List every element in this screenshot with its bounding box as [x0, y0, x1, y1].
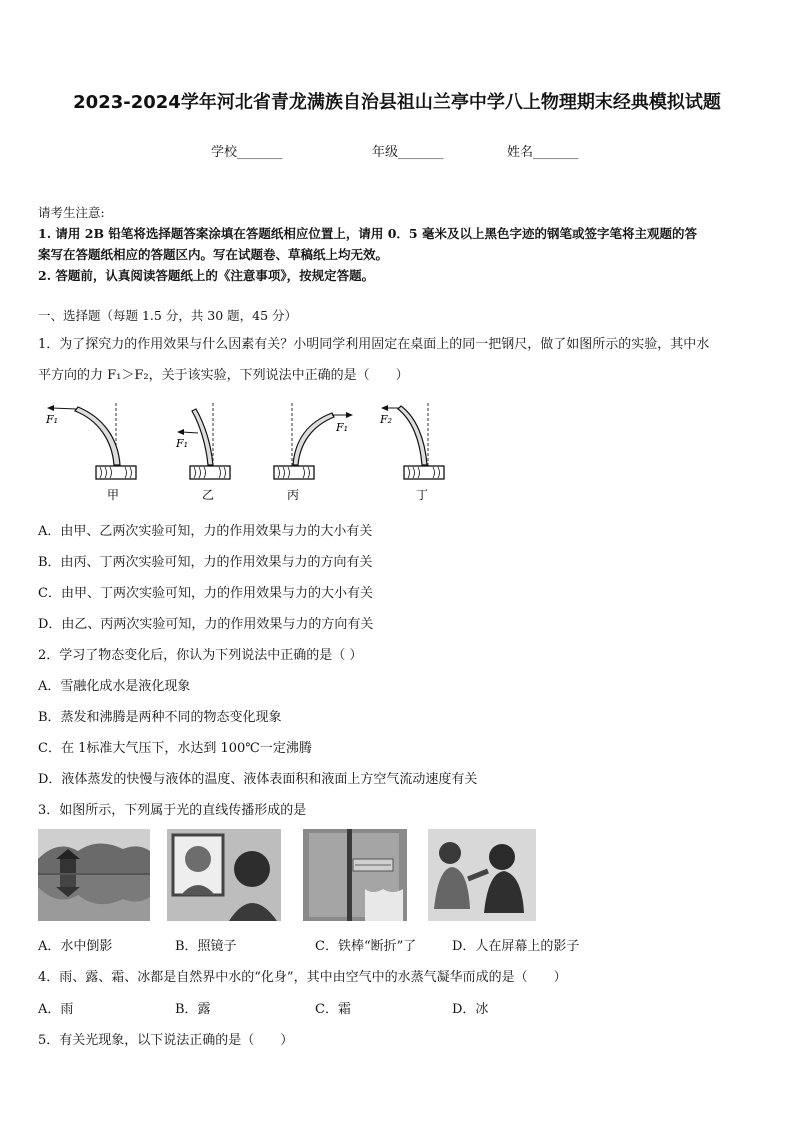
name-field[interactable]: 姓名_______: [507, 145, 579, 160]
exam-title: 2023-2024学年河北省青龙满族自治县祖山兰亭中学八上物理期末经典模拟试题: [73, 92, 721, 113]
q4-option-d[interactable]: D．冰: [452, 1002, 489, 1017]
q1-option-d[interactable]: D．由乙、丙两次实验可知，力的作用效果与力的方向有关: [38, 617, 374, 632]
force-label-yi: F₁: [176, 437, 189, 450]
ruler-diagram-yi: [175, 403, 230, 502]
q2-option-c[interactable]: C．在 1标准大气压下，水达到 100℃一定沸腾: [38, 741, 312, 756]
q1-option-b[interactable]: B．由丙、丁两次实验可知，力的作用效果与力的方向有关: [38, 555, 373, 570]
figure-label-jia: 甲: [106, 488, 120, 502]
ruler-diagram-jia: [45, 403, 136, 502]
q4-option-b[interactable]: B．露: [175, 1002, 211, 1017]
q5-stem: 5．有关光现象，以下说法正确的是（ ）: [38, 1033, 294, 1048]
photo-mirror: [167, 829, 281, 921]
q1-option-c[interactable]: C．由甲、丁两次实验可知，力的作用效果与力的大小有关: [38, 586, 373, 601]
notice-heading: 请考生注意:: [38, 205, 105, 220]
school-field[interactable]: 学校_______: [211, 145, 283, 160]
q4-option-c[interactable]: C．霜: [315, 1002, 351, 1017]
notice-line-1b: 案写在答题纸相应的答题区内。写在试题卷、草稿纸上均无效。: [38, 247, 389, 262]
photo-bent-rod: [303, 829, 407, 921]
q3-option-c[interactable]: C．铁棒“断折”了: [315, 939, 417, 954]
force-label-jia: F₁: [46, 413, 59, 426]
q1-stem-line-2: 平方向的力 F₁＞F₂，关于该实验，下列说法中正确的是（ ）: [38, 368, 409, 383]
figure-label-yi: 乙: [201, 488, 215, 502]
q1-stem-line-1: 1．为了探究力的作用效果与什么因素有关？小明同学利用固定在桌面上的同一把钢尺，做了如图所示的实验，其中水: [38, 337, 710, 352]
q2-option-b[interactable]: B．蒸发和沸腾是两种不同的物态变化现象: [38, 710, 282, 725]
q4-stem: 4．雨、露、霜、冰都是自然界中水的“化身”，其中由空气中的水蒸气凝华而成的是（ ）: [38, 970, 567, 985]
q1-ruler-figure: [30, 395, 470, 510]
q2-option-d[interactable]: D．液体蒸发的快慢与液体的温度、液体表面积和液面上方空气流动速度有关: [38, 772, 478, 787]
notice-line-1a: 1. 请用 2B 铅笔将选择题答案涂填在答题纸相应位置上，请用 0．5 毫米及以上黑色字迹的钢笔或签字笔将主观题的答: [38, 226, 697, 241]
q3-stem: 3．如图所示，下列属于光的直线传播形成的是: [38, 803, 307, 818]
force-label-bing: F₁: [336, 421, 349, 434]
q3-option-d[interactable]: D．人在屏幕上的影子: [452, 939, 580, 954]
ruler-diagram-ding: [379, 403, 444, 502]
photo-shadow: [428, 829, 536, 921]
q3-option-b[interactable]: B．照镜子: [175, 939, 237, 954]
q4-option-a[interactable]: A．雨: [38, 1002, 74, 1017]
notice-line-2: 2. 答题前，认真阅读答题纸上的《注意事项》，按规定答题。: [38, 268, 375, 283]
grade-field[interactable]: 年级_______: [372, 145, 444, 160]
q2-option-a[interactable]: A．雪融化成水是液化现象: [38, 679, 191, 694]
figure-label-bing: 丙: [286, 488, 300, 502]
photo-water-reflection: [38, 829, 150, 921]
q3-option-a[interactable]: A．水中倒影: [38, 939, 113, 954]
q2-stem: 2．学习了物态变化后，你认为下列说法中正确的是（ ）: [38, 648, 363, 663]
figure-label-ding: 丁: [415, 488, 429, 502]
section-heading: 一、选择题（每题 1.5 分，共 30 题，45 分）: [38, 308, 298, 323]
force-label-ding: F₂: [380, 413, 393, 426]
q1-option-a[interactable]: A．由甲、乙两次实验可知，力的作用效果与力的大小有关: [38, 524, 373, 539]
ruler-diagram-bing: [274, 403, 353, 502]
